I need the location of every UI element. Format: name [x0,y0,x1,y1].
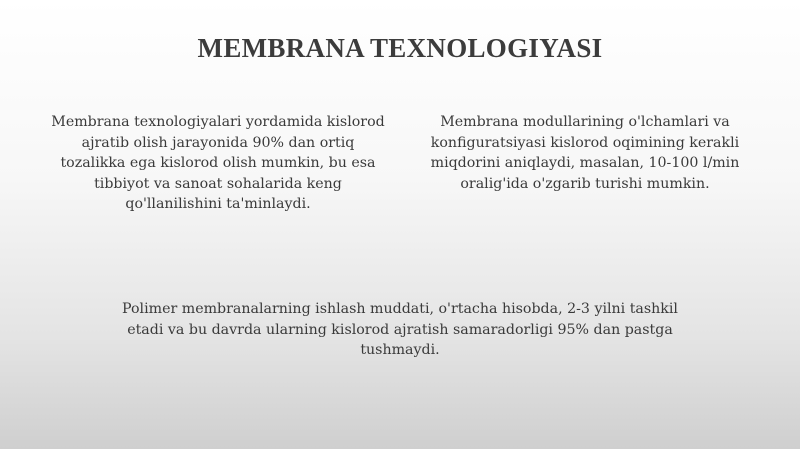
paragraph-purity: Membrana texnologiyalari yordamida kislorod ajratib olish jarayonida 90% dan ortiq tozalikka ega kislorod olish mumkin, bu esa tibbiyot va sanoat sohalarida keng qo'llanilishini ta'minlaydi. [51,114,385,212]
paragraph-lifetime: Polimer membranalarning ishlash muddati, o'rtacha hisobda, 2-3 yilni tashkil etadi va bu davrda ularning kislorod ajratish samaradorligi 95% dan pastga tushmaydi. [122,301,678,358]
paragraph-module-size: Membrana modullarining o'lchamlari va konfiguratsiyasi kislorod oqimining kerakli miqdorini aniqlaydi, masalan, 10-100 l/min oralig'ida o'zgarib turishi mumkin. [430,114,740,192]
slide-title: MEMBRANA TEXNOLOGIYASI [197,33,603,63]
